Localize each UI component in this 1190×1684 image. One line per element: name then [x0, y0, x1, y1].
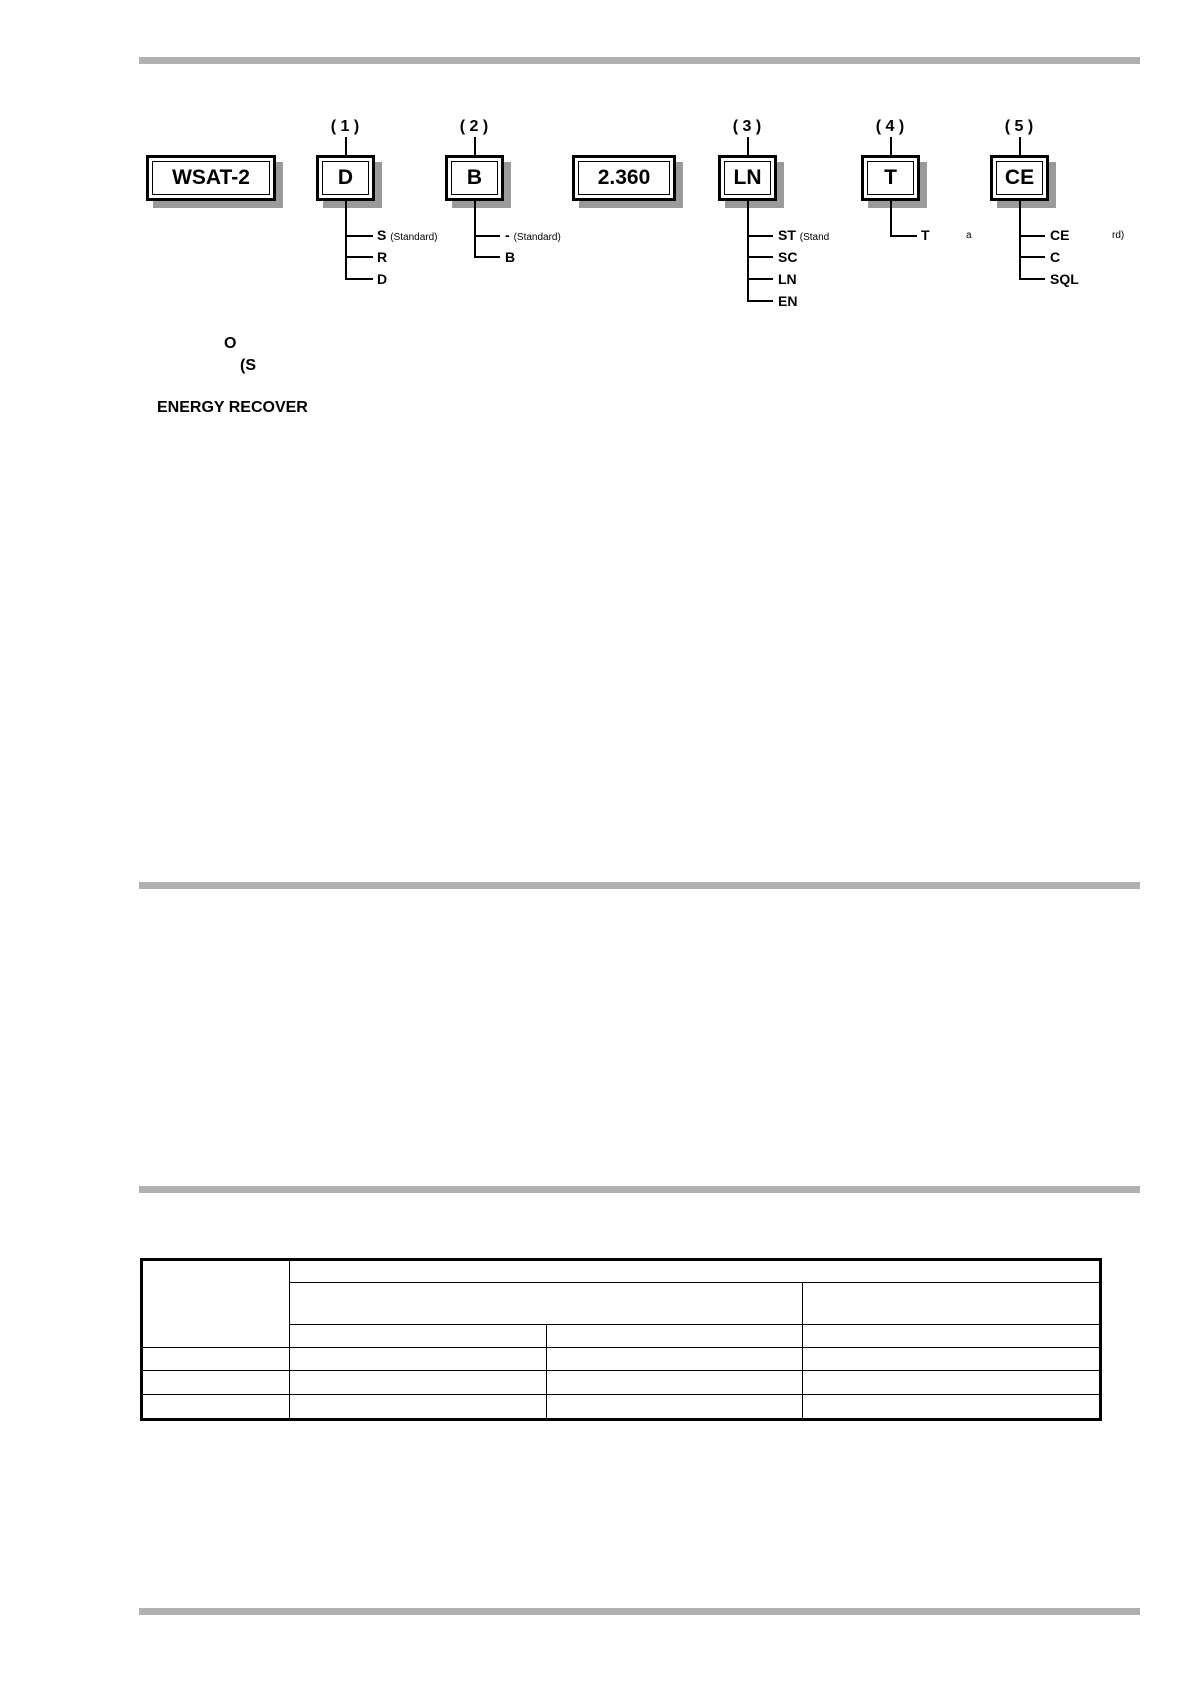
tree-3-branch-sc — [747, 256, 773, 258]
position-number-1: ( 1 ) — [330, 118, 360, 135]
code-box-3-label: LN — [724, 161, 771, 195]
option-2-dash-code: - — [505, 227, 510, 243]
code-box-2 — [445, 155, 504, 201]
code-box-4-label: T — [867, 161, 914, 195]
table-row-line-3 — [140, 1347, 1100, 1348]
option-1-s — [377, 227, 437, 246]
position-number-4: ( 4 ) — [875, 118, 905, 135]
code-box-2-label: B — [451, 161, 498, 195]
position-number-3: ( 3 ) — [732, 118, 762, 135]
table-row-line-4 — [140, 1370, 1100, 1371]
position-number-2: ( 2 ) — [459, 118, 489, 135]
tree-5-branch-sql — [1019, 278, 1045, 280]
option-1-s-note: (Standard) — [390, 232, 438, 243]
tree-5-branch-c — [1019, 256, 1045, 258]
table-row-line-5 — [140, 1394, 1100, 1395]
tree-3-branch-en — [747, 300, 773, 302]
tree-5-branch-ce — [1019, 235, 1045, 237]
table-top-border — [140, 1258, 1102, 1261]
code-box-4 — [861, 155, 920, 201]
table-col-line-3 — [802, 1282, 803, 1420]
table-bottom-border — [140, 1418, 1102, 1421]
code-box-base — [146, 155, 276, 201]
number-connector-5 — [1019, 137, 1021, 155]
number-connector-1 — [345, 137, 347, 155]
tree-2-trunk — [474, 201, 476, 257]
option-3-ln: LN — [778, 271, 797, 287]
option-3-st — [778, 227, 829, 246]
bottom-divider — [139, 1608, 1140, 1615]
option-3-st-note: (Stand — [799, 232, 830, 243]
fragment-s: (S — [240, 357, 256, 374]
code-box-base-label: WSAT-2 — [152, 161, 270, 195]
position-number-5: ( 5 ) — [1004, 118, 1034, 135]
tree-2-branch-dash — [474, 235, 500, 237]
tree-3-trunk — [747, 201, 749, 301]
number-connector-4 — [890, 137, 892, 155]
option-5-sql: SQL — [1050, 271, 1079, 287]
tree-1-branch-s — [345, 235, 373, 237]
code-box-size — [572, 155, 676, 201]
table-col-line-1 — [289, 1258, 290, 1420]
option-2-b: B — [505, 249, 516, 265]
table-row-line-1 — [290, 1282, 1100, 1283]
tree-3-branch-st — [747, 235, 773, 237]
option-3-sc: SC — [778, 249, 798, 265]
option-4-t: T — [921, 227, 930, 243]
tree-2-branch-b — [474, 256, 500, 258]
option-5-c: C — [1050, 249, 1061, 265]
tree-3-branch-ln — [747, 278, 773, 280]
fragment-o: O — [224, 335, 237, 352]
top-divider — [139, 57, 1140, 64]
stray-text-rd: rd) — [1112, 230, 1125, 241]
option-1-r: R — [377, 249, 388, 265]
number-connector-3 — [747, 137, 749, 155]
table-row-line-2 — [290, 1324, 1100, 1325]
option-3-st-code: ST — [778, 227, 796, 243]
tree-1-trunk — [345, 201, 347, 279]
option-2-dash — [505, 227, 561, 246]
code-box-1 — [316, 155, 375, 201]
tree-4-branch-t — [890, 235, 917, 237]
tree-1-branch-r — [345, 256, 373, 258]
code-box-1-label: D — [322, 161, 369, 195]
section-heading: ENERGY RECOVER — [157, 399, 308, 416]
code-box-5-label: CE — [996, 161, 1043, 195]
middle-divider — [139, 882, 1140, 889]
code-box-size-label: 2.360 — [578, 161, 670, 195]
table-col-line-2 — [546, 1324, 547, 1420]
code-box-5 — [990, 155, 1049, 201]
tree-5-trunk — [1019, 201, 1021, 279]
stray-text-a: a — [966, 230, 972, 241]
lower-divider — [139, 1186, 1140, 1193]
option-2-dash-note: (Standard) — [513, 232, 561, 243]
number-connector-2 — [474, 137, 476, 155]
option-3-en: EN — [778, 293, 798, 309]
option-1-s-code: S — [377, 227, 387, 243]
tree-4-trunk — [890, 201, 892, 236]
option-1-d: D — [377, 271, 388, 287]
option-5-ce: CE — [1050, 227, 1070, 243]
code-box-3 — [718, 155, 777, 201]
tree-1-branch-d — [345, 278, 373, 280]
table-left-border — [140, 1258, 143, 1421]
